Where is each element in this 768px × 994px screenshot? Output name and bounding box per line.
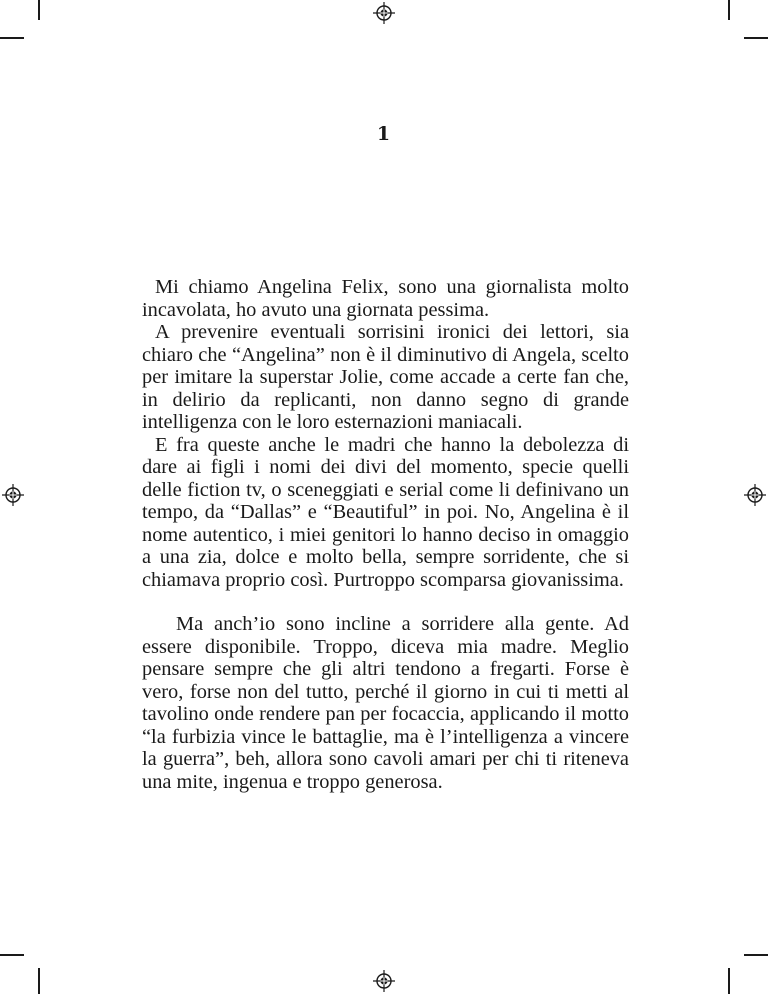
paragraph: A prevenire eventuali sorrisini ironici dei lettori, sia chiaro che “Angelina” non è il diminutivo di Angela, scelto per imitare la superstar Jolie, come accade a certe fan che, in delirio da replicanti, non danno segno di grande intelligenza con le loro esternazioni maniacali. xyxy=(142,321,629,433)
crop-mark-bottom-right-vertical xyxy=(728,968,730,994)
registration-crosshair-icon xyxy=(373,2,395,24)
crop-mark-top-left-horizontal xyxy=(0,37,24,39)
crop-mark-top-left-vertical xyxy=(38,0,40,20)
paragraph: Ma anch’io sono incline a sorridere alla gente. Ad essere disponibile. Troppo, diceva mia madre. Meglio pensare sempre che gli altri tendono a fregarti. Forse è vero, forse non del tutto, perché il giorno in cui ti metti al tavolino onde rendere pan per focaccia, applicando il motto “la furbizia vince le battaglie, ma è l’intelligenza a vincere la guerra”, beh, allora sono cavoli amari per chi ti riteneva una mite, ingenua e troppo generosa. xyxy=(142,613,629,793)
crop-mark-bottom-left-horizontal xyxy=(0,954,24,956)
paragraph: Mi chiamo Angelina Felix, sono una giornalista molto incavolata, ho avuto una giornata pessima. xyxy=(142,276,629,321)
chapter-body xyxy=(142,276,629,793)
crop-mark-top-right-vertical xyxy=(728,0,730,20)
crop-mark-bottom-right-horizontal xyxy=(744,954,768,956)
registration-crosshair-icon xyxy=(744,484,766,506)
registration-crosshair-icon xyxy=(2,484,24,506)
paragraph: E fra queste anche le madri che hanno la debolezza di dare ai figli i nomi dei divi del momento, specie quelli delle fiction tv, o sceneggiati e serial come li definivano un tempo, da “Dallas” e “Beautiful” in poi. No, Angelina è il nome autentico, i miei genitori lo hanno deciso in omaggio a una zia, dolce e molto bella, sempre sorridente, che si chiamava proprio così. Purtroppo scomparsa giovanissima. xyxy=(142,433,629,591)
crop-mark-top-right-horizontal xyxy=(744,37,768,39)
registration-crosshair-icon xyxy=(373,970,395,992)
chapter-number: 1 xyxy=(376,123,392,145)
crop-mark-bottom-left-vertical xyxy=(38,968,40,994)
